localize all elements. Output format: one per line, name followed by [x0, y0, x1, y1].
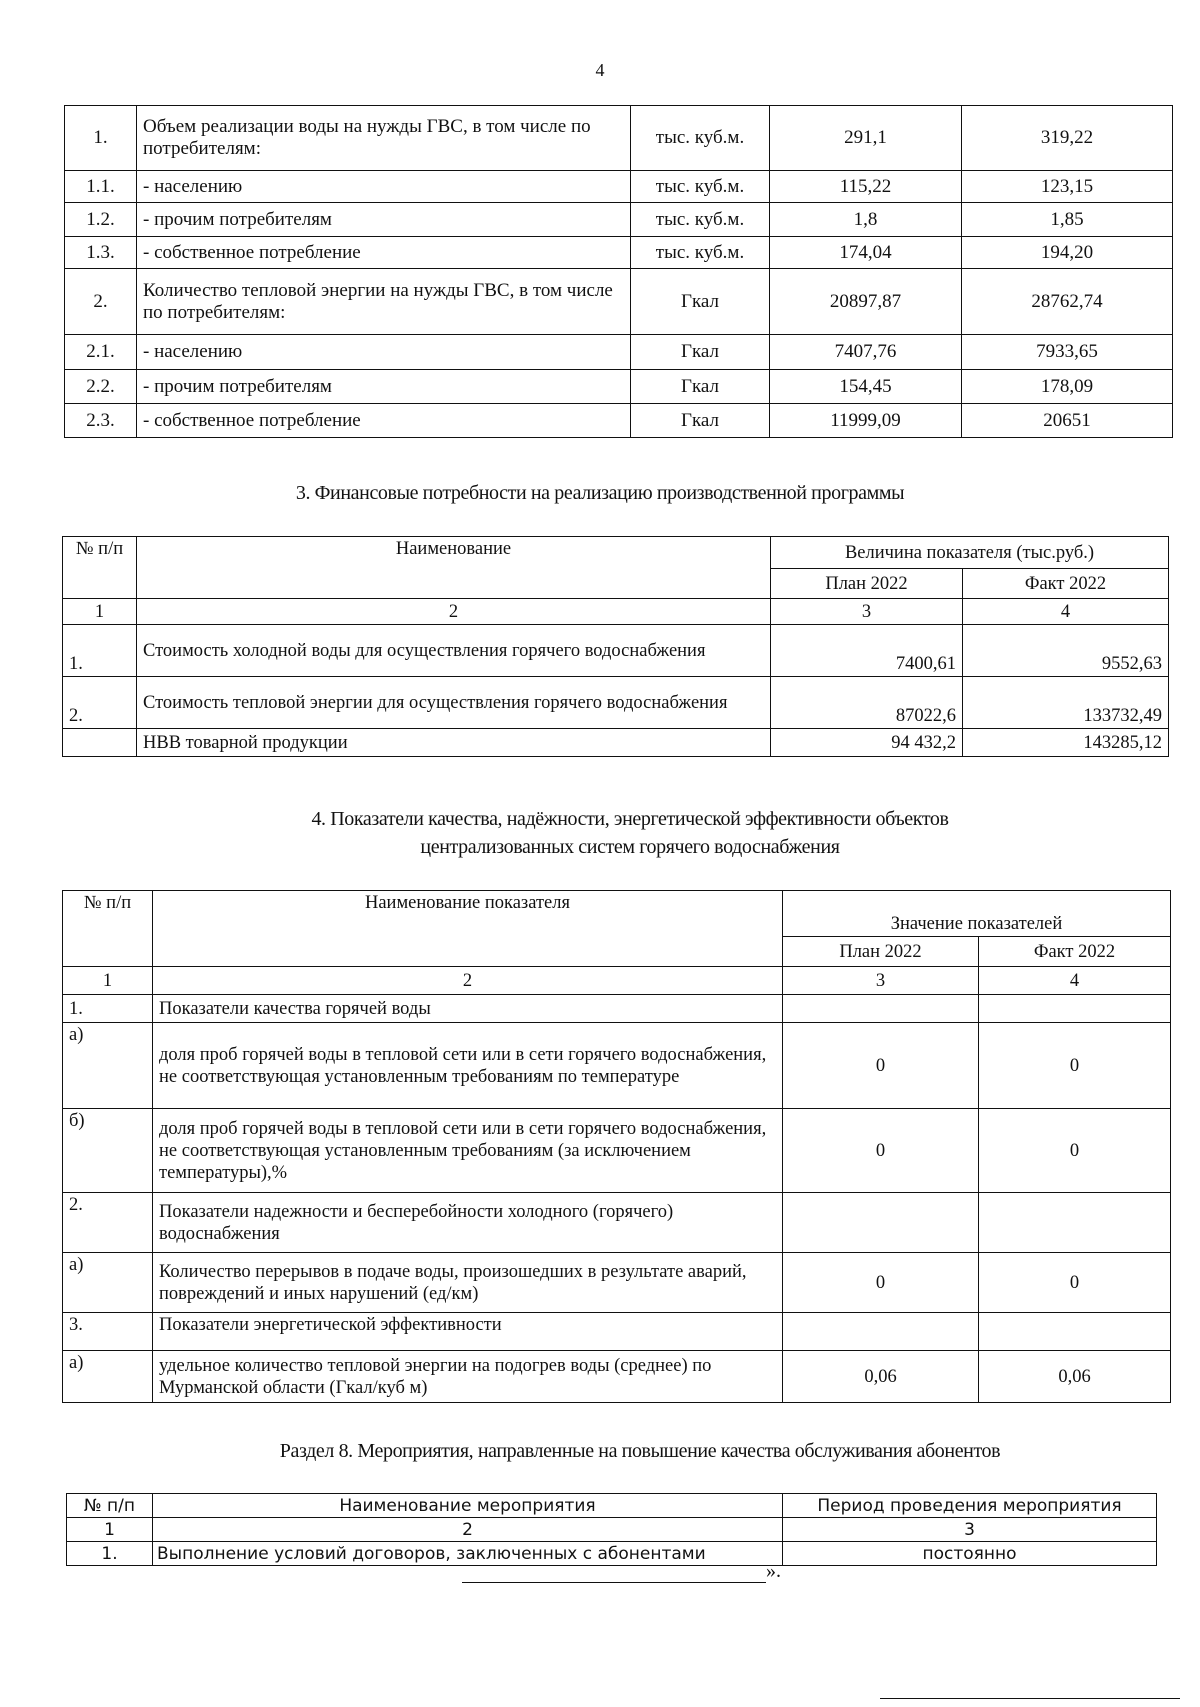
table-row — [65, 370, 1173, 404]
header-num: № п/п — [67, 1494, 153, 1518]
row-plan: 0 — [783, 1109, 979, 1193]
row-unit: Гкал — [631, 269, 770, 335]
table-row — [63, 1351, 1171, 1403]
row-value-fact: 123,15 — [962, 171, 1173, 203]
closing-signature — [462, 1560, 781, 1583]
row-value-plan: 20897,87 — [770, 269, 962, 335]
table-row — [65, 171, 1173, 203]
row-number — [63, 729, 137, 757]
column-number-row — [63, 599, 1169, 625]
row-value-plan: 11999,09 — [770, 404, 962, 438]
table-row — [65, 269, 1173, 335]
row-fact: 0,06 — [979, 1351, 1171, 1403]
row-fact: 133732,49 — [963, 677, 1169, 729]
signature-line — [462, 1562, 766, 1583]
row-name: НВВ товарной продукции — [137, 729, 771, 757]
header-num: № п/п — [63, 537, 137, 599]
quality-table — [62, 890, 1171, 1403]
row-name: Количество тепловой энергии на нужды ГВС, в том числе по потребителям: — [137, 269, 631, 335]
col-number: 1 — [63, 967, 153, 995]
row-name: доля проб горячей воды в тепловой сети или в сети горячего водоснабжения, не соответствующая установленным требованиям (за исключением температуры),% — [153, 1109, 783, 1193]
row-name: - собственное потребление — [137, 237, 631, 269]
table-row — [63, 1023, 1171, 1109]
row-plan: 7400,61 — [771, 625, 963, 677]
row-value-plan: 1,8 — [770, 203, 962, 237]
row-name: доля проб горячей воды в тепловой сети или в сети горячего водоснабжения, не соответствующая установленным требованиям по температуре — [153, 1023, 783, 1109]
col-number: 3 — [783, 1518, 1157, 1542]
header-value: Величина показателя (тыс.руб.) — [771, 537, 1169, 569]
row-fact — [979, 1193, 1171, 1253]
row-name: - населению — [137, 171, 631, 203]
row-number: б) — [63, 1109, 153, 1193]
row-number: 1.3. — [65, 237, 137, 269]
row-value-fact: 20651 — [962, 404, 1173, 438]
row-name: - собственное потребление — [137, 404, 631, 438]
row-value-fact: 28762,74 — [962, 269, 1173, 335]
row-period: постоянно — [783, 1542, 1157, 1566]
row-number: а) — [63, 1253, 153, 1313]
table-row — [65, 237, 1173, 269]
finance-table — [62, 536, 1169, 757]
col-number: 1 — [67, 1518, 153, 1542]
row-name: - прочим потребителям — [137, 370, 631, 404]
row-unit: тыс. куб.м. — [631, 237, 770, 269]
row-number: 2.1. — [65, 335, 137, 370]
row-number: 1. — [63, 995, 153, 1023]
table-row — [63, 625, 1169, 677]
row-unit: тыс. куб.м. — [631, 203, 770, 237]
header-plan: План 2022 — [783, 937, 979, 967]
row-plan: 87022,6 — [771, 677, 963, 729]
table-header-row — [67, 1494, 1157, 1518]
col-number: 3 — [783, 967, 979, 995]
row-name: - прочим потребителям — [137, 203, 631, 237]
row-name: Стоимость холодной воды для осуществления горячего водоснабжения — [137, 625, 771, 677]
row-name: Стоимость тепловой энергии для осуществления горячего водоснабжения — [137, 677, 771, 729]
row-unit: тыс. куб.м. — [631, 171, 770, 203]
header-num: № п/п — [63, 891, 153, 967]
row-unit: Гкал — [631, 404, 770, 438]
table-header-row — [63, 891, 1171, 937]
row-plan: 0 — [783, 1023, 979, 1109]
row-number: 2.2. — [65, 370, 137, 404]
row-number: 1. — [67, 1542, 153, 1566]
row-number: 1.1. — [65, 171, 137, 203]
table-row — [65, 106, 1173, 171]
row-fact — [979, 1313, 1171, 1351]
row-name: Количество перерывов в подаче воды, произошедших в результате аварий, повреждений и иных нарушений (ед/км) — [153, 1253, 783, 1313]
row-name: - населению — [137, 335, 631, 370]
col-number: 1 — [63, 599, 137, 625]
col-number: 2 — [153, 1518, 783, 1542]
row-number: 3. — [63, 1313, 153, 1351]
table-row — [63, 1253, 1171, 1313]
row-number: 1. — [65, 106, 137, 171]
table-row — [63, 677, 1169, 729]
column-number-row — [63, 967, 1171, 995]
row-name: Объем реализации воды на нужды ГВС, в том числе по потребителям: — [137, 106, 631, 171]
row-number: 1.2. — [65, 203, 137, 237]
row-number: а) — [63, 1023, 153, 1109]
row-value-plan: 291,1 — [770, 106, 962, 171]
table-row — [65, 404, 1173, 438]
row-number: 2. — [65, 269, 137, 335]
row-value-plan: 115,22 — [770, 171, 962, 203]
row-plan — [783, 995, 979, 1023]
table-row — [63, 1193, 1171, 1253]
row-plan: 94 432,2 — [771, 729, 963, 757]
row-name: Показатели качества горячей воды — [153, 995, 783, 1023]
col-number: 3 — [771, 599, 963, 625]
col-number: 2 — [153, 967, 783, 995]
row-name: удельное количество тепловой энергии на подогрев воды (среднее) по Мурманской области (Гкал/куб м) — [153, 1351, 783, 1403]
col-number: 2 — [137, 599, 771, 625]
section4-title-line2: централизованных систем горячего водоснабжения — [420, 836, 840, 858]
section4-title-line1: 4. Показатели качества, надёжности, энергетической эффективности объектов — [311, 808, 949, 830]
row-number: а) — [63, 1351, 153, 1403]
row-value-plan: 174,04 — [770, 237, 962, 269]
row-value-fact: 7933,65 — [962, 335, 1173, 370]
row-plan — [783, 1313, 979, 1351]
row-number: 2. — [63, 1193, 153, 1253]
header-plan: План 2022 — [771, 569, 963, 599]
closing-mark: ». — [766, 1560, 781, 1582]
row-value-fact: 319,22 — [962, 106, 1173, 171]
row-value-plan: 154,45 — [770, 370, 962, 404]
table-row — [63, 729, 1169, 757]
row-name: Показатели надежности и бесперебойности холодного (горячего) водоснабжения — [153, 1193, 783, 1253]
row-number: 1. — [63, 625, 137, 677]
row-unit: Гкал — [631, 335, 770, 370]
header-name: Наименование — [137, 537, 771, 599]
row-fact: 0 — [979, 1023, 1171, 1109]
row-unit: тыс. куб.м. — [631, 106, 770, 171]
table-row — [65, 203, 1173, 237]
row-fact: 0 — [979, 1109, 1171, 1193]
footer-line — [880, 1698, 1180, 1699]
activities-table — [66, 1493, 1157, 1566]
row-plan: 0 — [783, 1253, 979, 1313]
row-value-fact: 194,20 — [962, 237, 1173, 269]
table-header-row — [63, 537, 1169, 569]
row-plan — [783, 1193, 979, 1253]
row-value-plan: 7407,76 — [770, 335, 962, 370]
col-number: 4 — [963, 599, 1169, 625]
row-name: Показатели энергетической эффективности — [153, 1313, 783, 1351]
header-name: Наименование мероприятия — [153, 1494, 783, 1518]
volume-table — [64, 105, 1173, 438]
table-row — [63, 995, 1171, 1023]
row-fact: 0 — [979, 1253, 1171, 1313]
row-number: 2.3. — [65, 404, 137, 438]
header-name: Наименование показателя — [153, 891, 783, 967]
header-period: Период проведения мероприятия — [783, 1494, 1157, 1518]
column-number-row — [67, 1518, 1157, 1542]
row-plan: 0,06 — [783, 1351, 979, 1403]
row-name: Выполнение условий договоров, заключенных с абонентами — [153, 1542, 783, 1566]
row-value-fact: 178,09 — [962, 370, 1173, 404]
row-value-fact: 1,85 — [962, 203, 1173, 237]
row-fact: 143285,12 — [963, 729, 1169, 757]
header-fact: Факт 2022 — [963, 569, 1169, 599]
section3-title: 3. Финансовые потребности на реализацию производственной программы — [295, 482, 905, 504]
header-fact: Факт 2022 — [979, 937, 1171, 967]
table-row — [63, 1313, 1171, 1351]
page-number: 4 — [595, 60, 605, 80]
row-unit: Гкал — [631, 370, 770, 404]
header-value: Значение показателей — [783, 891, 1171, 937]
table-row — [63, 1109, 1171, 1193]
section8-title: Раздел 8. Мероприятия, направленные на повышение качества обслуживания абонентов — [279, 1440, 1001, 1462]
table-row — [65, 335, 1173, 370]
row-number: 2. — [63, 677, 137, 729]
col-number: 4 — [979, 967, 1171, 995]
row-fact: 9552,63 — [963, 625, 1169, 677]
row-fact — [979, 995, 1171, 1023]
